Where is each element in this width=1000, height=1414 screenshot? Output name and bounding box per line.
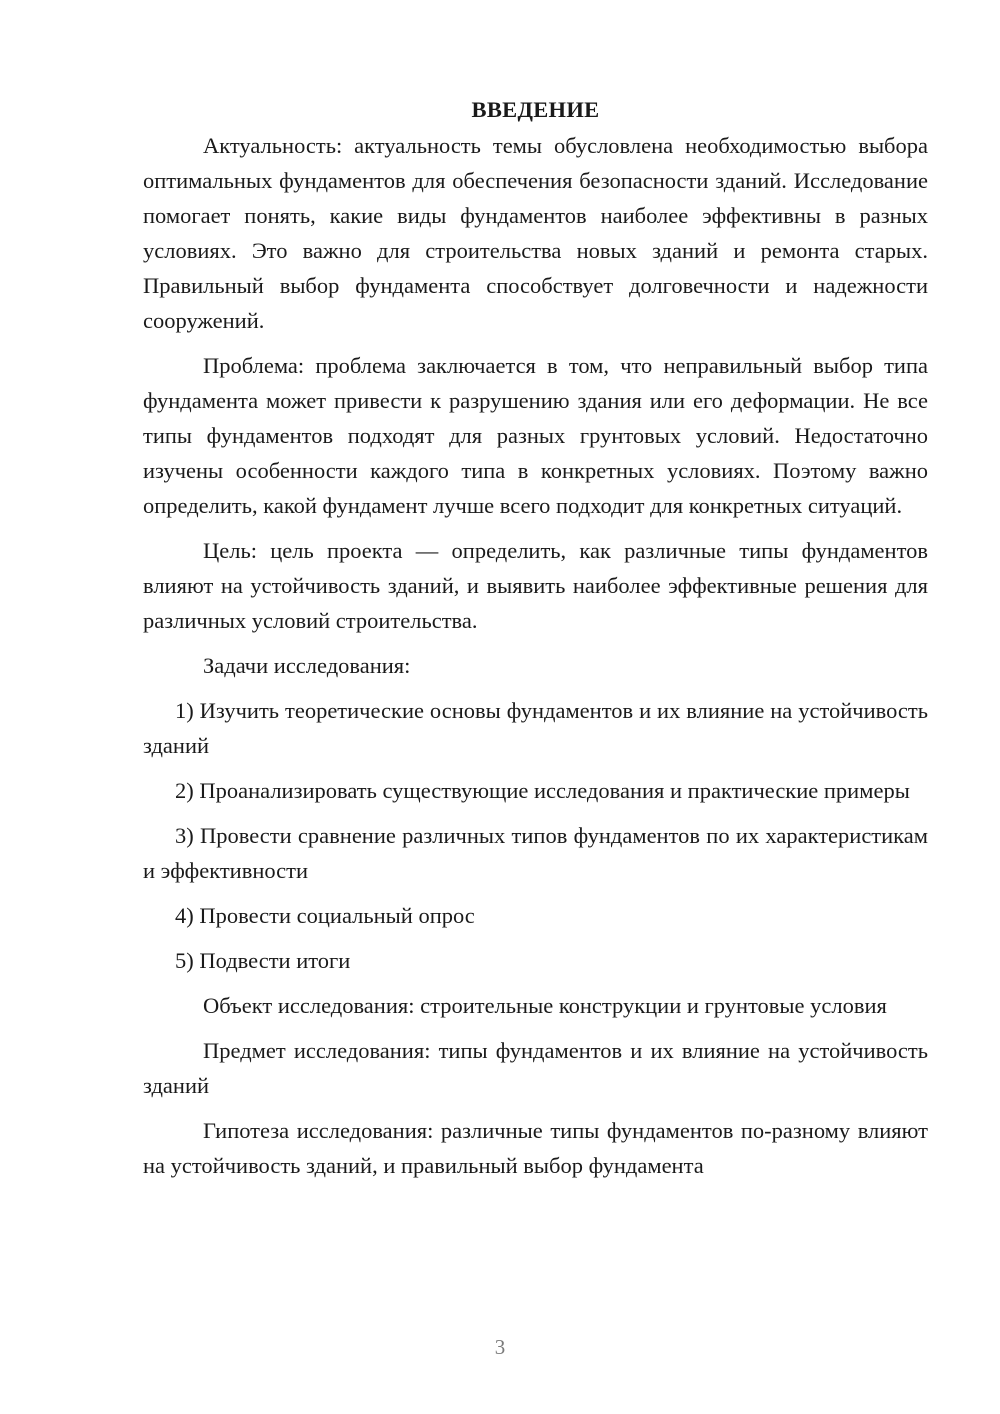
goal-paragraph: Цель: цель проекта — определить, как различные типы фундаментов влияют на устойчивость зданий, и выявить наиболее эффективные решения для различных условий строительства. — [143, 538, 928, 633]
tasks-heading: Задачи исследования: — [203, 653, 411, 678]
task-item: 4) Провести социальный опрос — [175, 903, 475, 928]
hypothesis-paragraph: Гипотеза исследования: различные типы фундаментов по-разному влияют на устойчивость зданий, и правильный выбор фундамента — [143, 1118, 928, 1178]
subject-paragraph: Предмет исследования: типы фундаментов и их влияние на устойчивость зданий — [143, 1038, 928, 1098]
task-item: 2) Проанализировать существующие исследования и практические примеры — [175, 778, 910, 803]
task-item: 1) Изучить теоретические основы фундаментов и их влияние на устойчивость зданий — [143, 698, 928, 758]
object-paragraph: Объект исследования: строительные конструкции и грунтовые условия — [203, 993, 887, 1018]
problem-paragraph: Проблема: проблема заключается в том, что неправильный выбор типа фундамента может привести к разрушению здания или его деформации. Не все типы фундаментов подходят для разных грунтовых условий. Недостаточно изучены особенности каждого типа в конкретных условиях. Поэтому важно определить, какой фундамент лучше всего подходит для конкретных ситуаций. — [143, 353, 928, 518]
page-content — [143, 92, 928, 1193]
relevance-paragraph: Актуальность: актуальность темы обусловлена необходимостью выбора оптимальных фундаментов для обеспечения безопасности зданий. Исследование помогает понять, какие виды фундаментов наиболее эффективны в разных условиях. Это важно для строительства новых зданий и ремонта старых. Правильный выбор фундамента способствует долговечности и надежности сооружений. — [143, 133, 928, 333]
page-number: 3 — [494, 1335, 506, 1359]
task-item: 5) Подвести итоги — [175, 948, 351, 973]
task-item: 3) Провести сравнение различных типов фундаментов по их характеристикам и эффективности — [143, 823, 928, 883]
section-title: ВВЕДЕНИЕ — [471, 97, 600, 122]
